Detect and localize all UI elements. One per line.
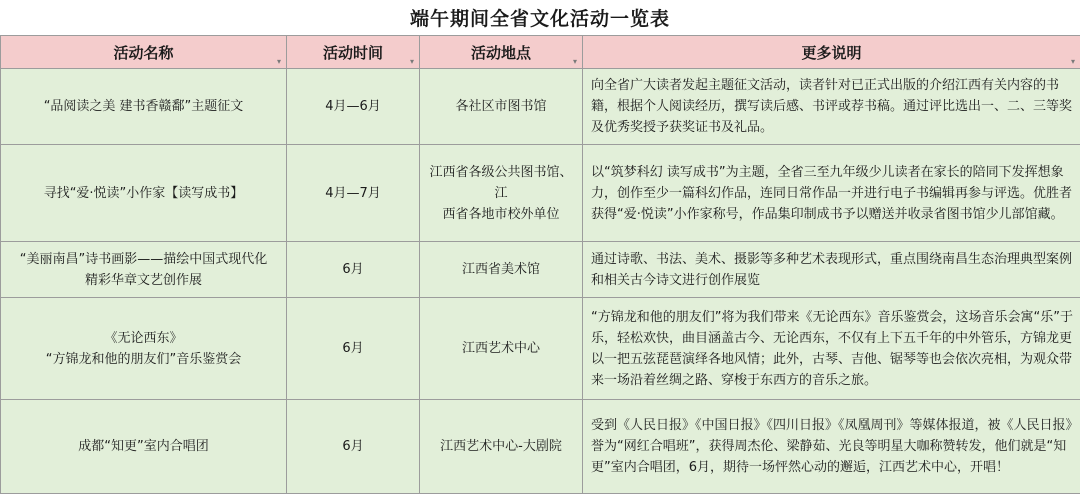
cell-activity-place[interactable] <box>420 242 583 298</box>
cell-more-info[interactable]: “方锦龙和他的朋友们”将为我们带来《无论西东》音乐鉴赏会，这场音乐会寓“乐”于乐，轻松欢快，曲目涵盖古今、无论西东，不仅有上下五千年的中外管乐，方锦龙更以一把五弦琵琶演绎各地风情；此外，古琴、吉他、锯琴等也会依次亮相，为观众带来一场沿着丝绸之路、穿梭于东西方的音乐之旅。 <box>583 298 1080 400</box>
cell-activity-place[interactable] <box>420 145 583 242</box>
cell-activity-place[interactable] <box>420 69 583 145</box>
header-activity-name-label: 活动名称 <box>113 43 174 62</box>
cell-activity-name[interactable] <box>1 400 287 494</box>
table-row <box>1 242 1080 298</box>
cell-more-info[interactable]: 向全省广大读者发起主题征文活动，读者针对已正式出版的介绍江西有关内容的书籍，根据个人阅读经历，撰写读后感、书评或荐书稿。通过评比选出一、二、三等奖及优秀奖授予获奖证书及礼品。 <box>583 69 1080 145</box>
cell-text: 江西艺术中心-大剧院 <box>440 439 562 454</box>
activity-table <box>0 35 1080 494</box>
cell-activity-time[interactable]: 4月—7月 <box>287 145 420 242</box>
header-more-info <box>583 36 1080 69</box>
sheet-title: 端午期间全省文化活动一览表 <box>0 0 1080 36</box>
header-activity-place <box>420 36 583 69</box>
cell-text: 各社区市图书馆 <box>455 99 547 114</box>
cell-more-info[interactable]: 受到《人民日报》《中国日报》《四川日报》《凤凰周刊》等媒体报道，被《人民日报》誉为“网红合唱班”，获得周杰伦、梁静茹、光良等明星大咖称赞转发，他们就是“知更”室内合唱团，6月，期待一场怦然心动的邂逅，江西艺术中心，开唱！ <box>583 400 1080 494</box>
table-row <box>1 69 1080 145</box>
table-row <box>1 145 1080 242</box>
cell-activity-name[interactable] <box>1 69 287 145</box>
filter-dropdown-icon[interactable]: ▾ <box>276 57 281 66</box>
filter-dropdown-icon[interactable]: ▾ <box>409 57 414 66</box>
cell-text: 《无论西东》 <box>104 330 183 346</box>
cell-activity-name[interactable] <box>1 145 287 242</box>
header-activity-name <box>1 36 287 69</box>
table-row <box>1 400 1080 494</box>
cell-text: 江西艺术中心 <box>461 341 540 356</box>
header-more-info-label: 更多说明 <box>801 43 862 62</box>
cell-text: 江西省美术馆 <box>461 262 540 277</box>
cell-activity-place[interactable] <box>420 298 583 400</box>
cell-activity-time[interactable]: 6月 <box>287 298 420 400</box>
cell-activity-place[interactable] <box>420 400 583 494</box>
cell-more-info[interactable]: 以“筑梦科幻 读写成书”为主题，全省三至九年级少儿读者在家长的陪同下发挥想象力，创作至少一篇科幻作品，连同日常作品一并进行电子书编辑再参与评选。优胜者获得“爱·悦读”小作家称号，作品集印制成书予以赠送并收录省图书馆少儿部馆藏。 <box>583 145 1080 242</box>
cell-activity-name[interactable] <box>1 298 287 400</box>
table-row <box>1 298 1080 400</box>
cell-text: 西省各地市校外单位 <box>442 206 560 222</box>
cell-text: “美丽南昌”诗书画影——描绘中国式现代化 <box>19 251 268 267</box>
filter-dropdown-icon[interactable]: ▾ <box>572 57 577 66</box>
header-activity-place-label: 活动地点 <box>470 43 531 62</box>
cell-more-info[interactable]: 通过诗歌、书法、美术、摄影等多种艺术表现形式，重点围绕南昌生态治理典型案例和相关古今诗文进行创作展览 <box>583 242 1080 298</box>
cell-text: “方锦龙和他的朋友们”音乐鉴赏会 <box>45 351 242 367</box>
cell-text: 精彩华章文艺创作展 <box>84 272 202 288</box>
cell-activity-time[interactable]: 4月—6月 <box>287 69 420 145</box>
cell-activity-name[interactable] <box>1 242 287 298</box>
header-row <box>1 36 1080 69</box>
cell-text: 成都“知更”室内合唱团 <box>78 439 209 454</box>
header-activity-time-label: 活动时间 <box>322 43 383 62</box>
cell-activity-time[interactable]: 6月 <box>287 242 420 298</box>
cell-text: 寻找“爱·悦读”小作家【读写成书】 <box>43 185 244 201</box>
header-activity-time <box>287 36 420 69</box>
cell-activity-time[interactable]: 6月 <box>287 400 420 494</box>
filter-dropdown-icon[interactable]: ▾ <box>1070 57 1075 66</box>
cell-text: “品阅读之美 建书香赣鄱”主题征文 <box>43 99 244 114</box>
cell-text: 江西省各级公共图书馆、江 <box>429 164 573 201</box>
